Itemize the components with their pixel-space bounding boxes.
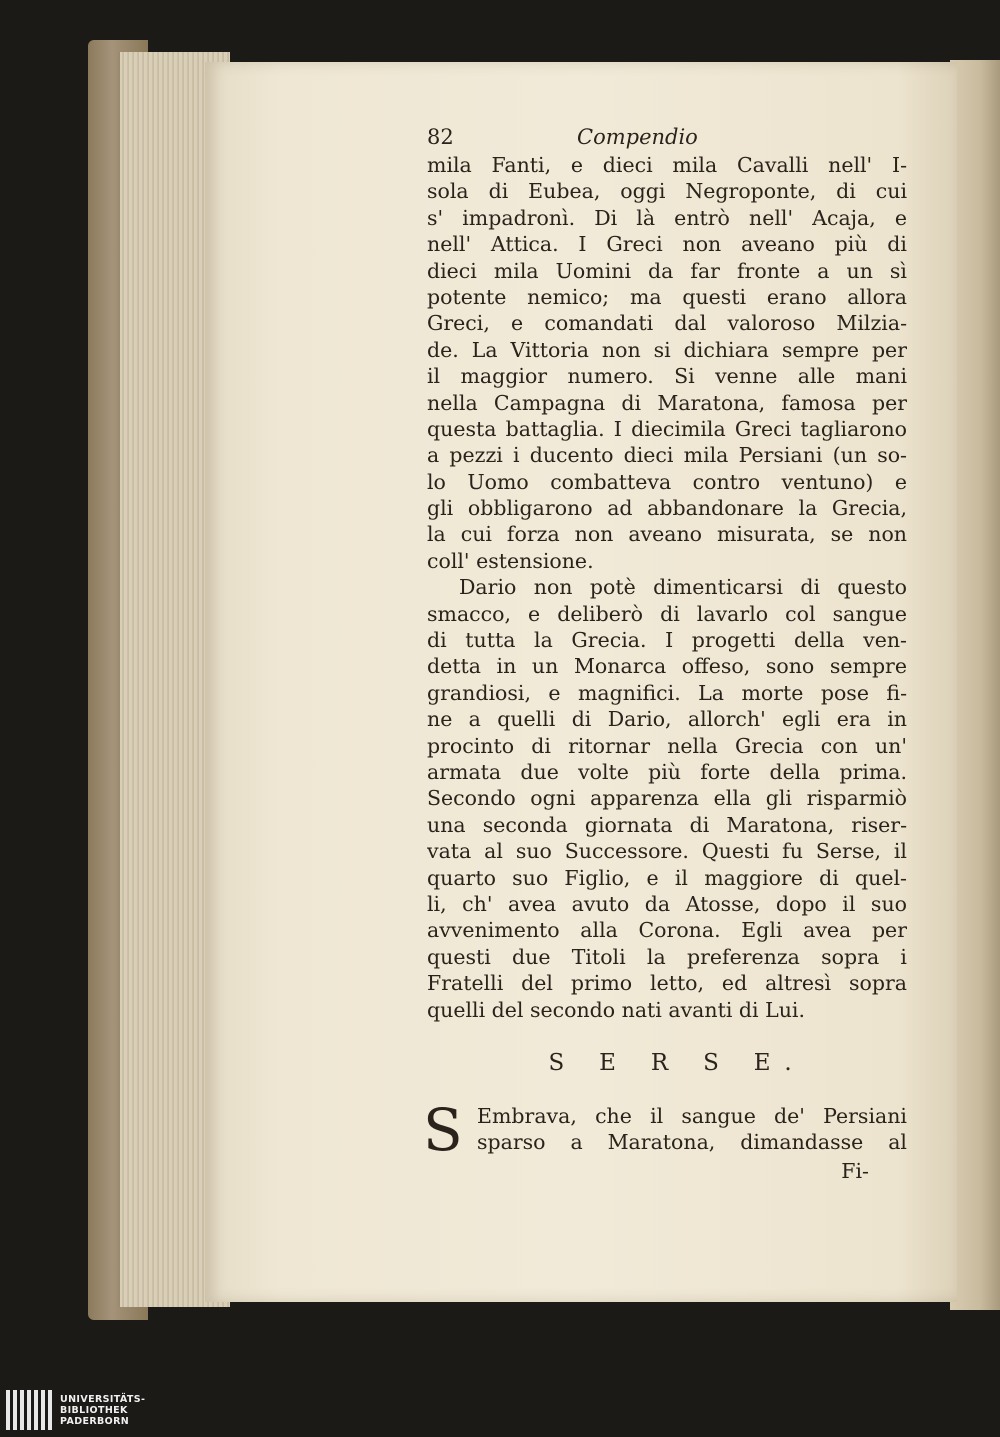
text-line: li, ch' avea avuto da Atosse, dopo il suo	[427, 891, 907, 916]
text-line: mila Fanti, e dieci mila Cavalli nell' I-	[427, 153, 907, 177]
paragraph-1	[427, 152, 907, 574]
text-line: lo Uomo combatteva contro ventuno) e	[427, 469, 907, 494]
running-head-title: Compendio	[577, 124, 698, 149]
text-block	[423, 120, 907, 1186]
text-line: sola di Eubea, oggi Negroponte, di cui	[427, 179, 907, 204]
paragraph-2	[427, 574, 907, 1023]
text-line: questi due Titoli la preferenza sopra i	[427, 944, 907, 969]
logo-line: UNIVERSITÄTS-	[60, 1393, 146, 1405]
text-line: vata al suo Successore. Questi fu Serse, il	[427, 839, 907, 864]
library-logo-text	[60, 1394, 145, 1427]
text-line: sparso a Maratona, dimandasse al	[477, 1130, 907, 1155]
text-line: avvenimento alla Corona. Egli avea per	[427, 918, 907, 943]
library-logo-icon	[6, 1390, 52, 1430]
text-line: gli obbligarono ad abbandonare la Grecia,	[427, 496, 907, 521]
text-line: Dario non potè dimenticarsi di questo	[459, 575, 907, 600]
text-line: de. La Vittoria non si dichiara sempre per	[427, 337, 907, 362]
paragraph-3	[423, 1095, 907, 1164]
section-title: S E R S E.	[548, 1049, 806, 1076]
text-line: Secondo ogni apparenza ella gli risparmiò	[427, 786, 907, 811]
text-line: coll' estensione.	[427, 548, 594, 573]
text-line: nell' Attica. I Greci non aveano più di	[427, 232, 907, 257]
text-line: dieci mila Uomini da far fronte a un sì	[427, 258, 907, 283]
text-line: a pezzi i ducento dieci mila Persiani (un so-	[427, 443, 907, 468]
text-line: il maggior numero. Si venne alle mani	[427, 364, 907, 389]
text-line: smacco, e deliberò di lavarlo col sangue	[427, 601, 907, 626]
text-line: armata due volte più forte della prima.	[427, 759, 907, 784]
catchword: Fi-	[841, 1158, 869, 1183]
text-line: grandiosi, e magnifici. La morte pose fi-	[427, 680, 907, 705]
logo-line: PADERBORN	[60, 1415, 130, 1427]
text-line: nella Campagna di Maratona, famosa per	[427, 390, 907, 415]
page-number: 82	[427, 124, 454, 149]
logo-line: BIBLIOTHEK	[60, 1404, 128, 1416]
text-line: potente nemico; ma questi erano allora	[427, 284, 907, 309]
text-line: Fratelli del primo letto, ed altresì sopra	[427, 971, 907, 996]
library-logo	[6, 1388, 145, 1432]
text-line: s' impadronì. Di là entrò nell' Acaja, e	[427, 205, 907, 230]
text-line: questa battaglia. I diecimila Greci tagliarono	[427, 416, 907, 441]
text-line: quelli del secondo nati avanti di Lui.	[427, 997, 805, 1022]
text-line: Embrava, che il sangue de' Persiani	[477, 1103, 907, 1128]
text-line: quarto suo Figlio, e il maggiore di quel-	[427, 865, 907, 890]
text-line: procinto di ritornar nella Grecia con un'	[427, 733, 907, 758]
text-line: la cui forza non aveano misurata, se non	[427, 522, 907, 547]
text-line: una seconda giornata di Maratona, riser-	[427, 812, 907, 837]
facing-page-edge	[950, 60, 1000, 1310]
page-sheet	[205, 62, 957, 1302]
text-line: detta in un Monarca offeso, sono sempre	[427, 654, 907, 679]
text-line: di tutta la Grecia. I progetti della ven-	[427, 628, 907, 653]
running-head	[427, 120, 907, 150]
text-line: Greci, e comandati dal valoroso Milzia-	[427, 311, 907, 336]
drop-cap-initial: S	[423, 1095, 463, 1164]
text-line: ne a quelli di Dario, allorch' egli era in	[427, 707, 907, 732]
